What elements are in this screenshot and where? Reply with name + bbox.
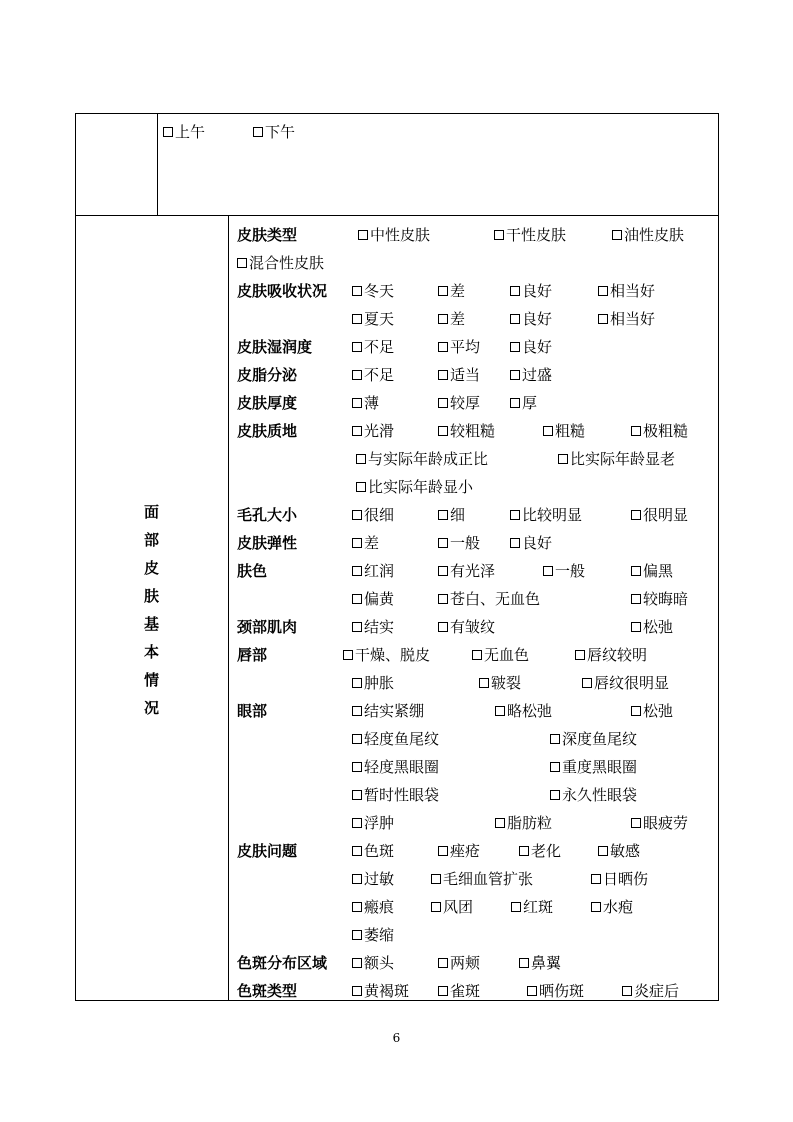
checkbox[interactable] <box>352 958 362 968</box>
option[interactable]: 差 <box>438 310 465 328</box>
checkbox[interactable] <box>631 594 641 604</box>
option[interactable]: 轻度黑眼圈 <box>352 758 439 776</box>
option[interactable]: 不足 <box>352 366 394 384</box>
option[interactable]: 相当好 <box>598 310 655 328</box>
checkbox[interactable] <box>631 566 641 576</box>
option[interactable]: 较晦暗 <box>631 590 688 608</box>
checkbox[interactable] <box>550 762 560 772</box>
option[interactable]: 过敏 <box>352 870 394 888</box>
top-row-divider <box>157 113 158 215</box>
checkbox[interactable] <box>495 706 505 716</box>
option[interactable]: 风团 <box>431 898 473 916</box>
option[interactable]: 混合性皮肤 <box>237 254 324 272</box>
option[interactable]: 平均 <box>438 338 480 356</box>
option[interactable]: 下午 <box>253 123 295 141</box>
option[interactable]: 脂肪粒 <box>495 814 552 832</box>
option[interactable]: 结实紧绷 <box>352 702 424 720</box>
checkbox[interactable] <box>352 510 362 520</box>
checkbox[interactable] <box>356 482 366 492</box>
checkbox[interactable] <box>612 230 622 240</box>
label-texture: 皮肤质地 <box>237 422 298 440</box>
checkbox[interactable] <box>352 398 362 408</box>
option[interactable]: 干燥、脱皮 <box>343 646 430 664</box>
option[interactable]: 晒伤斑 <box>527 982 584 1000</box>
checkbox[interactable] <box>438 846 448 856</box>
checkbox[interactable] <box>631 426 641 436</box>
option[interactable]: 肿胀 <box>352 674 394 692</box>
option[interactable]: 薄 <box>352 394 379 412</box>
checkbox[interactable] <box>438 370 448 380</box>
checkbox[interactable] <box>438 510 448 520</box>
checkbox[interactable] <box>472 650 482 660</box>
checkbox[interactable] <box>352 286 362 296</box>
option[interactable]: 毛细血管扩张 <box>431 870 533 888</box>
option[interactable]: 有光泽 <box>438 562 495 580</box>
checkbox[interactable] <box>631 622 641 632</box>
checkbox[interactable] <box>352 426 362 436</box>
option[interactable]: 唇纹较明 <box>575 646 647 664</box>
checkbox[interactable] <box>494 230 504 240</box>
option[interactable]: 细 <box>438 506 465 524</box>
option[interactable]: 厚 <box>510 394 537 412</box>
option[interactable]: 略松弛 <box>495 702 552 720</box>
checkbox[interactable] <box>575 650 585 660</box>
option[interactable]: 很细 <box>352 506 394 524</box>
option[interactable]: 额头 <box>352 954 394 972</box>
checkbox[interactable] <box>352 622 362 632</box>
checkbox[interactable] <box>356 454 366 464</box>
option[interactable]: 较粗糙 <box>438 422 495 440</box>
option[interactable]: 痤疮 <box>438 842 480 860</box>
checkbox[interactable] <box>438 398 448 408</box>
checkbox[interactable] <box>431 902 441 912</box>
option[interactable]: 上午 <box>163 123 205 141</box>
checkbox[interactable] <box>511 902 521 912</box>
option[interactable]: 苍白、无血色 <box>438 590 540 608</box>
checkbox[interactable] <box>510 538 520 548</box>
checkbox[interactable] <box>598 314 608 324</box>
checkbox[interactable] <box>631 818 641 828</box>
checkbox[interactable] <box>352 678 362 688</box>
option[interactable]: 暂时性眼袋 <box>352 786 439 804</box>
section-label: 面 部 皮 肤 基 本 情 况 <box>143 503 159 717</box>
checkbox[interactable] <box>352 846 362 856</box>
option[interactable]: 唇纹很明显 <box>582 674 669 692</box>
option[interactable]: 老化 <box>519 842 561 860</box>
option[interactable]: 水疱 <box>591 898 633 916</box>
checkbox[interactable] <box>352 538 362 548</box>
option[interactable]: 日晒伤 <box>591 870 648 888</box>
checkbox[interactable] <box>550 734 560 744</box>
option[interactable]: 冬天 <box>352 282 394 300</box>
label-spot-type: 色斑类型 <box>237 982 298 1000</box>
option[interactable]: 极粗糙 <box>631 422 688 440</box>
checkbox[interactable] <box>352 790 362 800</box>
checkbox[interactable] <box>358 230 368 240</box>
option[interactable]: 鼻翼 <box>519 954 561 972</box>
checkbox[interactable] <box>352 370 362 380</box>
checkbox[interactable] <box>519 846 529 856</box>
checkbox[interactable] <box>352 818 362 828</box>
label-absorption: 皮肤吸收状况 <box>237 282 328 300</box>
checkbox[interactable] <box>631 706 641 716</box>
checkbox[interactable] <box>582 678 592 688</box>
checkbox[interactable] <box>352 902 362 912</box>
option[interactable]: 过盛 <box>510 366 552 384</box>
checkbox[interactable] <box>352 594 362 604</box>
checkbox[interactable] <box>438 538 448 548</box>
checkbox[interactable] <box>352 734 362 744</box>
option[interactable]: 敏感 <box>598 842 640 860</box>
option[interactable]: 重度黑眼圈 <box>550 758 637 776</box>
label-skin-type: 皮肤类型 <box>237 226 298 244</box>
option[interactable]: 夏天 <box>352 310 394 328</box>
checkbox[interactable] <box>598 846 608 856</box>
checkbox[interactable] <box>352 314 362 324</box>
checkbox[interactable] <box>510 342 520 352</box>
option[interactable]: 松弛 <box>631 618 673 636</box>
label-sebum: 皮脂分泌 <box>237 366 298 384</box>
option[interactable]: 中性皮肤 <box>358 226 430 244</box>
label-thickness: 皮肤厚度 <box>237 394 298 412</box>
label-neck: 颈部肌肉 <box>237 618 298 636</box>
option[interactable]: 比实际年龄显小 <box>356 478 473 496</box>
option[interactable]: 深度鱼尾纹 <box>550 730 637 748</box>
checkbox[interactable] <box>591 874 601 884</box>
option[interactable]: 红斑 <box>511 898 553 916</box>
checkbox[interactable] <box>519 958 529 968</box>
option[interactable]: 眼疲劳 <box>631 814 688 832</box>
option[interactable]: 两颊 <box>438 954 480 972</box>
checkbox[interactable] <box>527 986 537 996</box>
option[interactable]: 浮肿 <box>352 814 394 832</box>
checkbox[interactable] <box>438 314 448 324</box>
checkbox[interactable] <box>543 426 553 436</box>
option[interactable]: 良好 <box>510 310 552 328</box>
checkbox[interactable] <box>431 874 441 884</box>
checkbox[interactable] <box>591 902 601 912</box>
label-eyes: 眼部 <box>237 702 268 720</box>
checkbox[interactable] <box>352 342 362 352</box>
checkbox[interactable] <box>631 510 641 520</box>
checkbox[interactable] <box>543 566 553 576</box>
option[interactable]: 结实 <box>352 618 394 636</box>
label-lips: 唇部 <box>237 646 268 664</box>
option[interactable]: 良好 <box>510 338 552 356</box>
checkbox[interactable] <box>253 127 263 137</box>
checkbox[interactable] <box>438 958 448 968</box>
checkbox[interactable] <box>438 426 448 436</box>
checkbox[interactable] <box>495 818 505 828</box>
option[interactable]: 与实际年龄成正比 <box>356 450 488 468</box>
checkbox[interactable] <box>510 398 520 408</box>
checkbox[interactable] <box>510 370 520 380</box>
option[interactable]: 较厚 <box>438 394 480 412</box>
option[interactable]: 光滑 <box>352 422 394 440</box>
option[interactable]: 比较明显 <box>510 506 582 524</box>
option[interactable]: 差 <box>438 282 465 300</box>
option[interactable]: 差 <box>352 534 379 552</box>
option[interactable]: 有皱纹 <box>438 618 495 636</box>
option[interactable]: 良好 <box>510 534 552 552</box>
option[interactable]: 轻度鱼尾纹 <box>352 730 439 748</box>
section-divider <box>228 215 229 1001</box>
option[interactable]: 无血色 <box>472 646 529 664</box>
option[interactable]: 很明显 <box>631 506 688 524</box>
checkbox[interactable] <box>352 566 362 576</box>
checkbox[interactable] <box>510 510 520 520</box>
section-separator <box>75 215 719 216</box>
checkbox[interactable] <box>622 986 632 996</box>
option[interactable]: 萎缩 <box>352 926 394 944</box>
option[interactable]: 炎症后 <box>622 982 679 1000</box>
checkbox[interactable] <box>352 874 362 884</box>
label-pores: 毛孔大小 <box>237 506 298 524</box>
checkbox[interactable] <box>598 286 608 296</box>
checkbox[interactable] <box>438 622 448 632</box>
checkbox[interactable] <box>510 314 520 324</box>
checkbox[interactable] <box>479 678 489 688</box>
option[interactable]: 粗糙 <box>543 422 585 440</box>
option[interactable]: 不足 <box>352 338 394 356</box>
option[interactable]: 偏黑 <box>631 562 673 580</box>
option[interactable]: 适当 <box>438 366 480 384</box>
option[interactable]: 油性皮肤 <box>612 226 684 244</box>
checkbox[interactable] <box>438 594 448 604</box>
checkbox[interactable] <box>352 762 362 772</box>
checkbox[interactable] <box>438 566 448 576</box>
checkbox[interactable] <box>558 454 568 464</box>
checkbox[interactable] <box>237 258 247 268</box>
option[interactable]: 相当好 <box>598 282 655 300</box>
option[interactable]: 一般 <box>543 562 585 580</box>
checkbox[interactable] <box>352 930 362 940</box>
checkbox[interactable] <box>550 790 560 800</box>
label-elasticity: 皮肤弹性 <box>237 534 298 552</box>
checkbox[interactable] <box>510 286 520 296</box>
checkbox[interactable] <box>438 986 448 996</box>
checkbox[interactable] <box>343 650 353 660</box>
label-problems: 皮肤问题 <box>237 842 298 860</box>
option[interactable]: 雀斑 <box>438 982 480 1000</box>
option[interactable]: 色斑 <box>352 842 394 860</box>
page-number: 6 <box>392 1031 401 1045</box>
checkbox[interactable] <box>352 986 362 996</box>
option[interactable]: 一般 <box>438 534 480 552</box>
label-spot-area: 色斑分布区域 <box>237 954 328 972</box>
option[interactable]: 松弛 <box>631 702 673 720</box>
label-complexion: 肤色 <box>237 562 268 580</box>
option[interactable]: 红润 <box>352 562 394 580</box>
option[interactable]: 偏黄 <box>352 590 394 608</box>
option[interactable]: 皲裂 <box>479 674 521 692</box>
checkbox[interactable] <box>163 127 173 137</box>
checkbox[interactable] <box>352 706 362 716</box>
checkbox[interactable] <box>438 286 448 296</box>
label-moisture: 皮肤湿润度 <box>237 338 313 356</box>
checkbox[interactable] <box>438 342 448 352</box>
option[interactable]: 比实际年龄显老 <box>558 450 675 468</box>
option[interactable]: 黄褐斑 <box>352 982 409 1000</box>
option[interactable]: 干性皮肤 <box>494 226 566 244</box>
option[interactable]: 永久性眼袋 <box>550 786 637 804</box>
option[interactable]: 瘢痕 <box>352 898 394 916</box>
option[interactable]: 良好 <box>510 282 552 300</box>
